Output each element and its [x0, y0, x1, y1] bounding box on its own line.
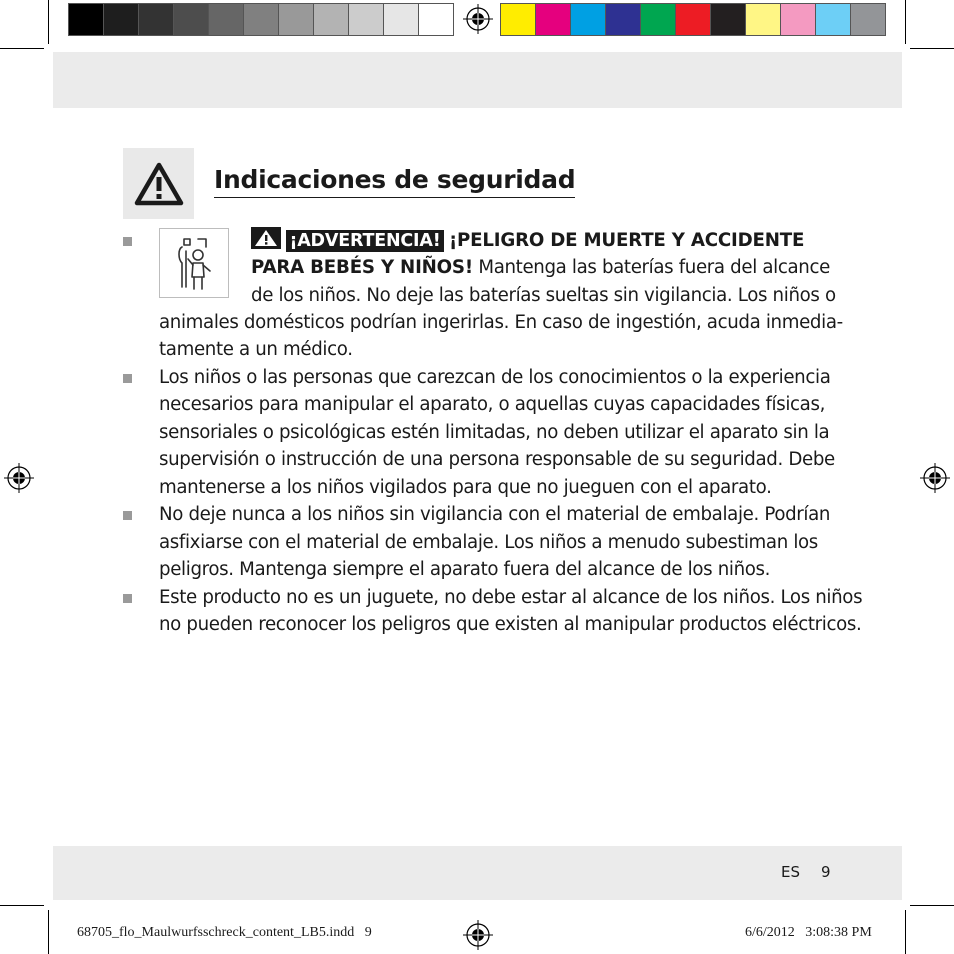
footer-band	[53, 846, 902, 900]
crop-mark	[48, 910, 49, 954]
bullet-1-line: mantenerse a los niños vigilados para que no jueguen con el aparato.	[159, 477, 772, 498]
crop-mark	[910, 48, 954, 49]
warning-line-3: de los niños. No deje las baterías sueltas sin vigilancia. Los niños o	[251, 285, 836, 306]
bullet-2-line: peligros. Mantenga siempre el aparato fuera del alcance de los niños.	[159, 559, 771, 580]
bullet-1-line: supervisión o instrucción de una persona responsable de su seguridad. Debe	[159, 449, 835, 470]
crop-mark	[48, 0, 49, 44]
color-swatch	[815, 3, 851, 36]
bullet-2-line: No deje nunca a los niños sin vigilancia con el material de embalaje. Podrían	[159, 504, 831, 525]
bullet-3-line: Este producto no es un juguete, no debe estar al alcance de los niños. Los niños	[159, 587, 863, 608]
crop-mark	[910, 905, 954, 906]
page-title: Indicaciones de seguridad	[214, 165, 575, 198]
color-swatch	[640, 3, 676, 36]
registration-mark-icon	[463, 4, 493, 34]
color-swatch	[850, 3, 886, 36]
header-band	[53, 52, 902, 108]
list-bullet	[123, 237, 132, 246]
color-swatch	[675, 3, 711, 36]
color-swatch	[780, 3, 816, 36]
warning-badge-triangle-icon	[251, 227, 281, 249]
list-bullet	[123, 511, 132, 520]
heading-warning-box	[123, 148, 194, 219]
color-swatch	[570, 3, 606, 36]
color-swatch	[68, 3, 104, 36]
warning-line-5: tamente a un médico.	[159, 339, 353, 360]
footer-page-number: 9	[821, 863, 831, 881]
color-swatch	[500, 3, 536, 36]
color-swatch	[103, 3, 139, 36]
color-swatch	[535, 3, 571, 36]
registration-mark-icon	[4, 463, 34, 493]
bullet-2-line: asfixiarse con el material de embalaje. Los niños a menudo subestiman los	[159, 532, 818, 553]
crop-mark	[905, 910, 906, 954]
advertencia-badge: ¡ADVERTENCIA!	[286, 230, 443, 252]
warning-line-1	[251, 227, 804, 254]
color-swatch	[348, 3, 384, 36]
color-calibration-bar-grayscale	[68, 3, 454, 36]
warning-title: ¡PELIGRO DE MUERTE Y ACCIDENTE	[448, 230, 805, 251]
slug-timestamp: 6/6/2012 3:08:38 PM	[745, 925, 872, 940]
list-bullet	[123, 374, 132, 383]
registration-mark-icon	[463, 920, 493, 950]
footer-language: ES	[781, 863, 800, 881]
warning-text: Mantenga las baterías fuera del alcance	[472, 257, 830, 278]
color-swatch	[173, 3, 209, 36]
slug-filename: 68705_flo_Maulwurfsschreck_content_LB5.indd 9	[77, 925, 372, 940]
warning-line-2	[251, 254, 830, 281]
child-with-battery-icon	[160, 229, 228, 297]
bullet-1-line: sensoriales o psicológicas estén limitadas, no deben utilizar el aparato sin la	[159, 422, 830, 443]
warning-triangle-icon	[134, 162, 184, 206]
bullet-3-line: no pueden reconocer los peligros que existen al manipular productos eléctricos.	[159, 614, 862, 635]
color-swatch	[710, 3, 746, 36]
color-swatch	[418, 3, 454, 36]
crop-mark	[0, 905, 44, 906]
registration-mark-icon	[920, 463, 950, 493]
color-swatch	[745, 3, 781, 36]
crop-mark	[905, 0, 906, 44]
list-bullet	[123, 594, 132, 603]
child-warning-box	[159, 228, 229, 298]
color-calibration-bar-color	[500, 3, 886, 36]
bullet-1-line: necesarios para manipular el aparato, o aquellas cuyas capacidades físicas,	[159, 394, 826, 415]
color-swatch	[208, 3, 244, 36]
color-swatch	[243, 3, 279, 36]
color-swatch	[383, 3, 419, 36]
warning-line-4: animales domésticos podrían ingerirlas. En caso de ingestión, acuda inmedia-	[159, 312, 843, 333]
color-swatch	[605, 3, 641, 36]
color-swatch	[138, 3, 174, 36]
warning-title-2: PARA BEBÉS Y NIÑOS!	[251, 257, 473, 278]
crop-mark	[0, 48, 44, 49]
color-swatch	[313, 3, 349, 36]
color-swatch	[278, 3, 314, 36]
bullet-1-line: Los niños o las personas que carezcan de los conocimientos o la experiencia	[159, 367, 831, 388]
